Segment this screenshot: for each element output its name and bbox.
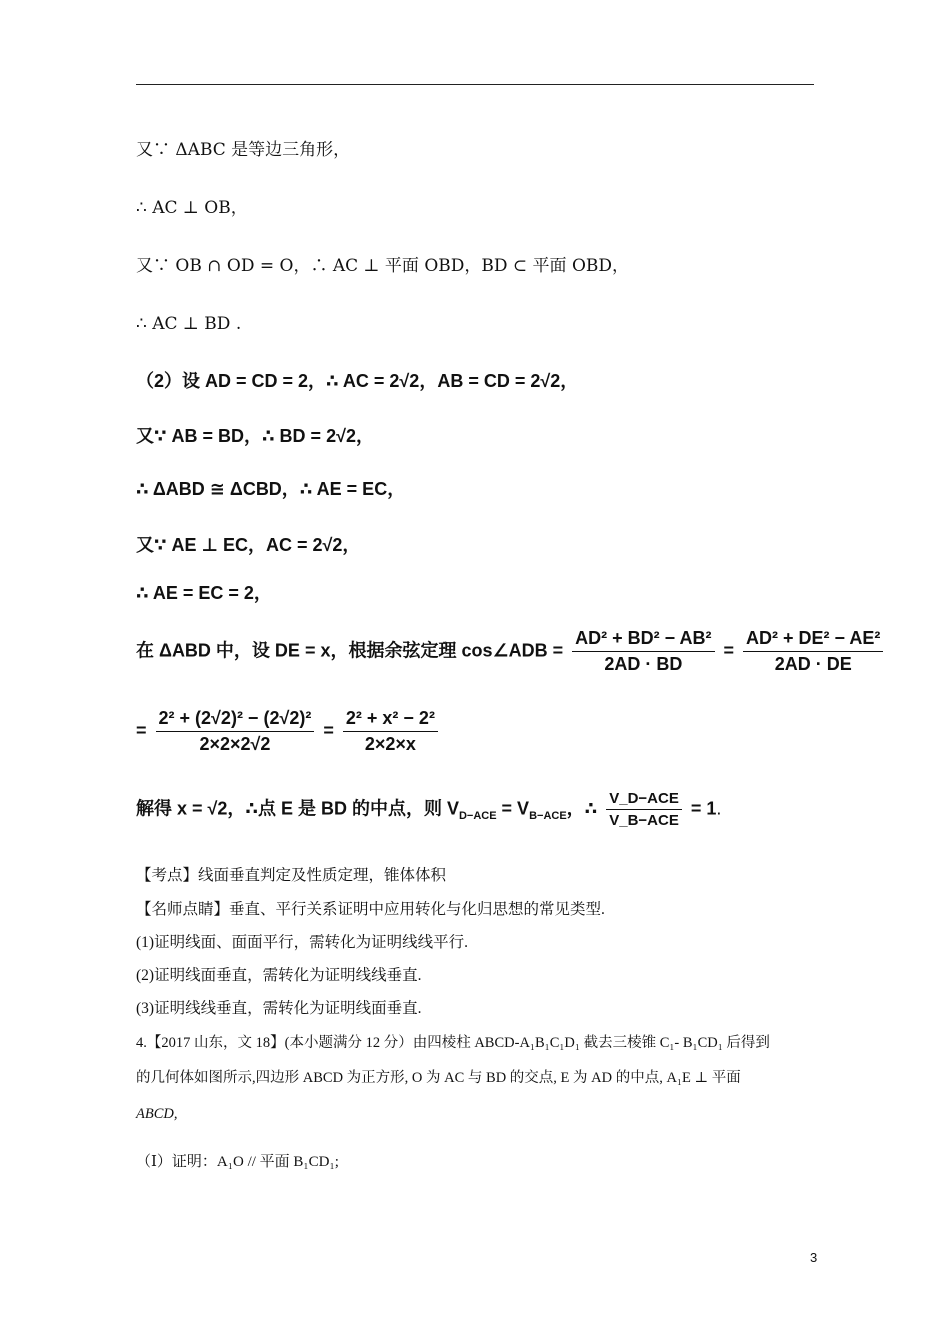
note-item-1: (1)证明线面、面面平行，需转化为证明线线平行. [136,934,468,951]
eq1-frac2-numerator: AD² + DE² − AE² [743,628,883,652]
proof-line-6: 又∵ AB = BD，∴ BD = 2√2， [136,426,374,446]
proof-line-8: 又∵ AE ⊥ EC，AC = 2√2， [136,535,361,555]
eq3-sub2: B−ACE [529,809,567,822]
problem-4-line-1: 4.【2017 山东，文 18】(本小题满分 12 分）由四棱柱 ABCD-A₁B₁C₁D₁ 截去三棱锥 C₁- B₁CD₁ 后得到 [136,1035,770,1051]
proof-line-5: （2）设 AD = CD = 2，∴ AC = 2√2，AB = CD = 2√2， [136,371,579,391]
eq3-result: = 1 [690,798,717,819]
proof-line-7: ∴ ΔABD ≅ ΔCBD，∴ AE = EC， [136,479,406,499]
proof-line-4: ∴ AC ⊥ BD . [136,314,242,334]
eq1-frac2-denominator: 2AD · DE [774,654,852,674]
eq3-prefix: 解得 x = √2，∴点 E 是 BD 的中点，则 V [136,798,459,819]
eq2-frac1-numerator: 2² + (2√2)² − (2√2)² [156,708,315,732]
note-item-3: (3)证明线线垂直，需转化为证明线面垂直. [136,1000,422,1017]
eq3-sub1: D−ACE [458,809,497,822]
cosine-law-equation [136,628,887,675]
problem-4-part-1: （Ⅰ）证明：A₁O // 平面 B₁CD₁; [136,1154,339,1170]
proof-line-3: 又∵ OB ∩ OD = O，∴ AC ⊥ 平面 OBD，BD ⊂ 平面 OBD， [136,256,630,276]
proof-line-1: 又∵ ΔABC 是等边三角形， [136,140,351,160]
header-rule [136,84,814,85]
eq3-frac-denominator: V_B−ACE [609,812,679,829]
note-kaodian: 【考点】线面垂直判定及性质定理，锥体体积 [136,867,447,884]
eq3-mid: = V [496,798,530,819]
eq3-frac-numerator: V_D−ACE [606,790,682,810]
eq2-frac2-denominator: 2×2×x [364,734,416,754]
eq2-equals: = [323,720,334,741]
eq2-frac1-denominator: 2×2×2√2 [199,734,271,754]
eq2-fraction-2 [343,708,438,755]
eq3-therefore: ，∴ [566,798,598,819]
solution-equation [136,790,721,829]
eq2-frac2-numerator: 2² + x² − 2² [343,708,438,732]
eq1-equals: = [723,640,735,661]
eq1-frac1-denominator: 2AD · BD [604,654,683,674]
proof-line-9: ∴ AE = EC = 2， [136,583,272,603]
note-item-2: (2)证明线面垂直，需转化为证明线线垂直. [136,967,422,984]
page-number: 3 [810,1250,818,1265]
eq2-lead: = [136,720,147,741]
eq1-fraction-2 [743,628,883,675]
substitution-equation [136,708,442,755]
eq1-prefix: 在 ΔABD 中，设 DE = x，根据余弦定理 cos∠ADB = [136,640,564,661]
eq1-frac1-numerator: AD² + BD² − AB² [572,628,714,652]
problem-4-line-2: 的几何体如图所示,四边形 ABCD 为正方形, O 为 AC 与 BD 的交点, E 为 AD 的中点, A₁E ⊥ 平面 [136,1070,741,1086]
problem-4-line-3: ABCD, [136,1106,178,1122]
eq1-fraction-1 [572,628,714,675]
eq3-fraction [606,790,682,829]
proof-line-2: ∴ AC ⊥ OB， [136,198,248,218]
eq3-end: . [716,798,722,819]
eq2-fraction-1 [156,708,315,755]
note-mingshi: 【名师点睛】垂直、平行关系证明中应用转化与化归思想的常见类型. [136,901,605,918]
